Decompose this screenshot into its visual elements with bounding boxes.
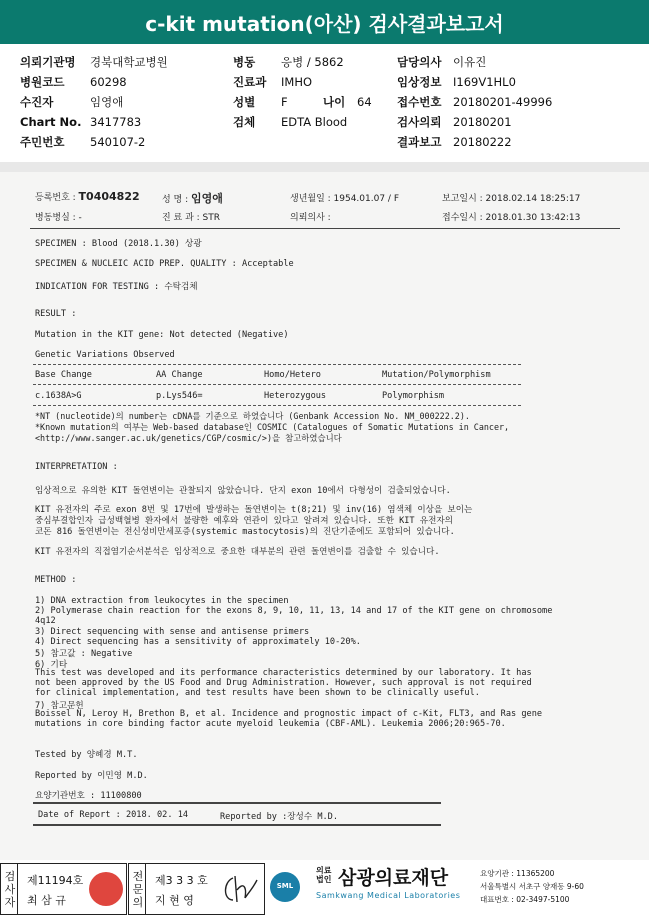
registration-number — [35, 190, 140, 203]
field-label: 의뢰기관명 — [20, 55, 76, 69]
footer-rule — [33, 802, 441, 804]
summary-col-3 — [397, 52, 552, 152]
note-line: <http://www.sanger.ac.uk/genetics/CGP/cosmic/>)을 참고하였습니다 — [35, 433, 342, 443]
summary-col-1 — [20, 52, 168, 152]
note-line: *Known mutation의 여부는 Web-based database인 COSMIC (Catalogues of Somatic Mutations in Cancer, — [35, 422, 510, 432]
interpretation-line: KIT 유전자의 직접염기순서분석은 임상적으로 중요한 대부분의 관련 돌연변이를 검출할 수 있습니다. — [35, 547, 440, 557]
method-line: 5) 참고값 : Negative — [35, 649, 133, 659]
field-label: 담당의사 — [397, 55, 442, 69]
table-cell: Polymorphism — [382, 391, 445, 401]
age-label: 나이 — [323, 95, 346, 109]
field-label: 결과보고 — [397, 135, 442, 149]
summary-row — [233, 92, 372, 112]
tested-by: Tested by 양혜경 M.T. — [35, 750, 138, 760]
field-label: 수진자 — [20, 95, 54, 109]
method-title: METHOD : — [35, 575, 77, 585]
summary-row — [397, 92, 552, 112]
name-label: 성 명 : — [162, 195, 189, 205]
method-line: mutations in core binding factor acute myeloid leukemia (CBF-AML). Leukemia 2006;20:965-70. — [35, 719, 506, 729]
sml-logo-icon — [270, 872, 300, 902]
header-rule — [30, 228, 620, 229]
examiner-name: 최 삼 규 — [27, 894, 66, 907]
table-cell: Heterozygous — [264, 391, 327, 401]
table-header: Base Change — [35, 370, 92, 380]
referring-doctor: 의뢰의사 : — [290, 213, 331, 223]
signature-icon — [219, 872, 259, 906]
method-line: 3) Direct sequencing with sense and antisense primers — [35, 627, 310, 637]
contact-line: 요양기관 : 11365200 — [480, 869, 555, 878]
reported-by-footer: Reported by :장성수 M.D. — [220, 812, 339, 822]
method-line: not been approved by the US Food and Drug Administration. However, such approval is not required — [35, 678, 532, 688]
table-rule — [33, 384, 521, 385]
field-value: 응병 / 5862 — [281, 55, 344, 69]
field-value: 이유진 — [453, 55, 487, 69]
summary-row — [233, 52, 372, 72]
summary-row — [20, 72, 168, 92]
footer-rule — [33, 824, 441, 826]
signature-footer — [0, 860, 649, 915]
field-value: 임영애 — [90, 95, 124, 109]
org-type-line: 법인 — [316, 875, 332, 884]
field-value: 경북대학교병원 — [90, 55, 168, 69]
field-label: 검사의뢰 — [397, 115, 442, 129]
label-char: 의 — [132, 896, 144, 909]
result-summary: Mutation in the KIT gene: Not detected (Negative) — [35, 330, 289, 340]
label-char: 전 — [132, 870, 144, 883]
table-header: AA Change — [156, 370, 203, 380]
field-value: EDTA Blood — [281, 115, 348, 129]
field-label: 성별 — [233, 95, 256, 109]
label-char: 자 — [4, 896, 16, 909]
org-code: 요양기관번호 : 11100800 — [35, 791, 142, 801]
summary-col-2 — [233, 52, 372, 132]
specimen-line: SPECIMEN : Blood (2018.1.30) 상광 — [35, 239, 202, 249]
method-line: 4) Direct sequencing has a sensitivity of approximately 10-20%. — [35, 637, 361, 647]
specialist-name: 지 현 영 — [155, 894, 194, 907]
table-header: Mutation/Polymorphism — [382, 370, 491, 380]
name-value: 임영애 — [191, 192, 223, 205]
reg-label: 등록번호 : — [35, 193, 76, 203]
field-value: 540107-2 — [90, 135, 146, 149]
patient-name — [162, 190, 223, 206]
label-char: 검 — [4, 870, 16, 883]
field-label: 검체 — [233, 115, 256, 129]
summary-row — [397, 132, 552, 152]
field-value: 20180222 — [453, 135, 512, 149]
method-line: 1) DNA extraction from leukocytes in the specimen — [35, 596, 289, 606]
seal-stamp-icon — [89, 872, 123, 906]
field-label: 임상정보 — [397, 75, 442, 89]
contact-line: 서울특별시 서초구 양재동 9-60 — [480, 882, 584, 891]
ward: 병동병실 : - — [35, 213, 82, 223]
interpretation-line: 코돈 816 돌연변이는 전신성비만세포증(systemic mastocytosis)의 진단기준에도 포함되어 있습니다. — [35, 527, 455, 537]
org-type — [316, 866, 331, 884]
field-value: I169V1HL0 — [453, 75, 516, 89]
summary-panel — [0, 44, 649, 162]
method-line: Boissel N, Leroy H, Brethon B, et al. Incidence and prognostic impact of c-Kit, FLT3, and Ras gene — [35, 709, 543, 719]
variations-title: Genetic Variations Observed — [35, 350, 175, 360]
field-label: 접수번호 — [397, 95, 442, 109]
field-value: IMHO — [281, 75, 313, 89]
field-value: 3417783 — [90, 115, 142, 129]
table-cell: c.1638A>G — [35, 391, 82, 401]
report-datetime: 보고일시 : 2018.02.14 18:25:17 — [442, 194, 581, 204]
table-header: Homo/Hetero — [264, 370, 321, 380]
summary-row — [233, 72, 372, 92]
examiner-id: 제11194호 — [27, 874, 84, 887]
field-label: 병동 — [233, 55, 256, 69]
box-divider — [145, 864, 146, 914]
field-label: Chart No. — [20, 115, 82, 129]
specialist-box — [128, 863, 265, 915]
examiner-box — [0, 863, 127, 915]
org-english: Samkwang Medical Laboratories — [316, 891, 461, 900]
date-of-report: Date of Report : 2018. 02. 14 — [38, 810, 189, 820]
department: 진 료 과 : STR — [162, 213, 221, 223]
sml-logo-text: SML — [276, 882, 294, 890]
indication-line: INDICATION FOR TESTING : 수탁검체 — [35, 282, 198, 292]
org-type-line: 의료 — [316, 866, 332, 875]
method-line: This test was developed and its performance characteristics determined by our laboratory. It has — [35, 668, 532, 678]
field-value: 60298 — [90, 75, 127, 89]
result-title: RESULT : — [35, 309, 77, 319]
table-rule — [33, 405, 521, 406]
interpretation-line: 중심부결합인자 급성백혈병 환자에서 불량한 예후와 연관이 있다고 알려져 있습니다. 또한 KIT 유전자의 — [35, 516, 453, 526]
report-title: c-kit mutation(아산) 검사결과보고서 — [0, 0, 649, 44]
box-divider — [17, 864, 18, 914]
table-rule — [33, 364, 521, 365]
age-value: 64 — [357, 95, 372, 109]
label-char: 사 — [4, 883, 16, 896]
scanned-report — [0, 172, 649, 860]
method-line: 7) 참고문헌 — [35, 701, 84, 711]
interpretation-title: INTERPRETATION : — [35, 462, 118, 472]
summary-row — [20, 132, 168, 152]
table-cell: p.Lys546= — [156, 391, 203, 401]
reg-value: T0404822 — [78, 190, 140, 203]
summary-row — [397, 52, 552, 72]
quality-line: SPECIMEN & NUCLEIC ACID PREP. QUALITY : Acceptable — [35, 259, 294, 269]
interpretation-line: KIT 유전자의 주로 exon 8번 및 17번에 발생하는 돌연변이는 t(8;21) 및 inv(16) 염색체 이상을 보이는 — [35, 505, 473, 515]
received-datetime: 접수일시 : 2018.01.30 13:42:13 — [442, 213, 581, 223]
field-label: 진료과 — [233, 75, 267, 89]
summary-row — [233, 112, 372, 132]
contact-line: 대표번호 : 02-3497-5100 — [480, 895, 570, 904]
summary-row — [397, 72, 552, 92]
date-of-birth: 생년월일 : 1954.01.07 / F — [290, 194, 399, 204]
examiner-label — [3, 870, 17, 909]
specialist-id: 제3 3 3 호 — [155, 874, 208, 887]
method-line: 2) Polymerase chain reaction for the exons 8, 9, 10, 11, 13, 14 and 17 of the KIT gene on chromosome — [35, 606, 553, 616]
method-line: for clinical implementation, and test results have been shown to be clinically useful. — [35, 688, 480, 698]
org-name: 삼광의료재단 — [338, 867, 449, 889]
label-char: 문 — [132, 883, 144, 896]
reported-by: Reported by 이민영 M.D. — [35, 771, 148, 781]
section-divider — [0, 162, 649, 172]
specialist-label — [131, 870, 145, 909]
note-line: *NT (nucleotide)의 number는 cDNA를 기준으로 하였습니다 (Genbank Accession No. NM_000222.2). — [35, 411, 470, 421]
summary-row — [20, 112, 168, 132]
summary-row — [397, 112, 552, 132]
field-label: 주민번호 — [20, 135, 65, 149]
field-value: F — [281, 95, 288, 109]
org-contact — [480, 867, 584, 906]
field-value: 20180201-49996 — [453, 95, 553, 109]
interpretation-line: 임상적으로 유의한 KIT 돌연변이는 관찰되지 않았습니다. 단지 exon 10에서 다형성이 검출되었습니다. — [35, 486, 451, 496]
field-value: 20180201 — [453, 115, 512, 129]
summary-row — [20, 92, 168, 112]
summary-row — [20, 52, 168, 72]
method-line: 6) 기타 — [35, 660, 68, 670]
field-label: 병원코드 — [20, 75, 65, 89]
method-line: 4q12 — [35, 616, 56, 626]
